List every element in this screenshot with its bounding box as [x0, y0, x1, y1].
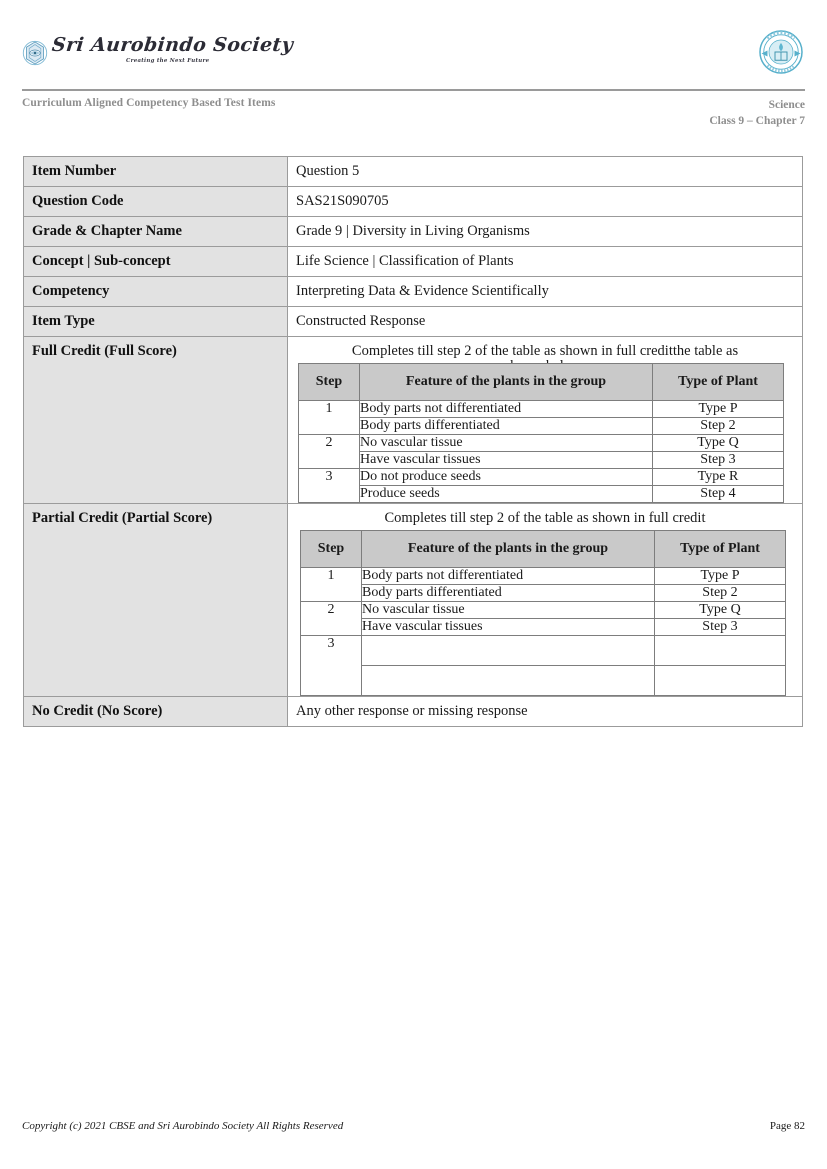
col-header-feature: Feature of the plants in the group	[360, 364, 653, 401]
partial-credit-step-table	[300, 530, 786, 696]
type-text: Step 4	[653, 486, 784, 503]
full-credit-step-table	[298, 363, 784, 503]
type-text-empty	[655, 636, 786, 666]
table-row	[299, 486, 784, 503]
feature-text: No vascular tissue	[362, 602, 655, 619]
feature-text: Have vascular tissues	[360, 452, 653, 469]
row-label-concept: Concept | Sub-concept	[24, 247, 288, 277]
partial-credit-intro-text: Completes till step 2 of the table as shown in full credit	[384, 510, 706, 526]
table-row	[24, 307, 803, 337]
row-label-no-credit: No Credit (No Score)	[24, 697, 288, 727]
table-row	[301, 585, 786, 602]
lotus-emblem-icon	[22, 40, 48, 66]
step-number: 3	[301, 636, 362, 696]
sri-aurobindo-society-logo	[22, 34, 295, 76]
row-label-grade-chapter: Grade & Chapter Name	[24, 217, 288, 247]
feature-text-empty	[362, 636, 655, 666]
type-text: Type P	[653, 401, 784, 418]
col-header-feature: Feature of the plants in the group	[362, 531, 655, 568]
footer-copyright: Copyright (c) 2021 CBSE and Sri Aurobindo Society All Rights Reserved	[22, 1120, 344, 1132]
table-row	[301, 568, 786, 585]
page-header	[22, 28, 805, 90]
type-text: Step 2	[653, 418, 784, 435]
table-row	[301, 602, 786, 619]
step-number: 1	[299, 401, 360, 435]
table-row	[299, 401, 784, 418]
table-row	[24, 247, 803, 277]
row-value-item-type: Constructed Response	[288, 307, 803, 337]
feature-text: Do not produce seeds	[360, 469, 653, 486]
row-value-competency: Interpreting Data & Evidence Scientifically	[288, 277, 803, 307]
table-row	[301, 636, 786, 666]
partial-credit-table-wrap	[288, 530, 802, 696]
col-header-step: Step	[299, 364, 360, 401]
row-label-competency: Competency	[24, 277, 288, 307]
subject-chapter-block	[709, 97, 805, 129]
table-row	[299, 452, 784, 469]
type-text: Step 3	[653, 452, 784, 469]
row-value-partial-credit	[288, 504, 803, 697]
table-row	[299, 435, 784, 452]
col-header-type: Type of Plant	[655, 531, 786, 568]
type-text: Type P	[655, 568, 786, 585]
feature-text: Body parts differentiated	[362, 585, 655, 602]
full-credit-intro-block	[288, 337, 802, 360]
type-text: Type Q	[653, 435, 784, 452]
table-row	[24, 187, 803, 217]
row-value-concept: Life Science | Classification of Plants	[288, 247, 803, 277]
table-row	[24, 157, 803, 187]
full-credit-intro-text: Completes till step 2 of the table as shown in full creditthe table as	[351, 343, 739, 359]
table-row	[301, 619, 786, 636]
row-label-item-type: Item Type	[24, 307, 288, 337]
table-row-no-credit	[24, 697, 803, 727]
step-number: 2	[299, 435, 360, 469]
test-item-table	[23, 156, 803, 727]
full-credit-table-wrap	[288, 363, 802, 503]
table-row-partial-credit	[24, 504, 803, 697]
feature-text-empty	[362, 666, 655, 696]
row-value-grade-chapter: Grade 9 | Diversity in Living Organisms	[288, 217, 803, 247]
subject-label: Science	[768, 99, 805, 111]
type-text: Step 3	[655, 619, 786, 636]
row-value-full-credit	[288, 337, 803, 504]
feature-text: Body parts not differentiated	[362, 568, 655, 585]
footer-page-number: Page 82	[769, 1120, 805, 1132]
type-text: Type Q	[655, 602, 786, 619]
type-text: Type R	[653, 469, 784, 486]
row-label-partial-credit: Partial Credit (Partial Score)	[24, 504, 288, 697]
row-label-item-number: Item Number	[24, 157, 288, 187]
partial-credit-intro-block	[288, 504, 802, 527]
header-divider	[22, 89, 805, 91]
table-row	[24, 277, 803, 307]
type-text: Step 2	[655, 585, 786, 602]
table-row	[299, 469, 784, 486]
type-text-empty	[655, 666, 786, 696]
feature-text: Produce seeds	[360, 486, 653, 503]
table-row	[24, 217, 803, 247]
col-header-type: Type of Plant	[653, 364, 784, 401]
feature-text: No vascular tissue	[360, 435, 653, 452]
document-subtitle: Curriculum Aligned Competency Based Test Items	[22, 97, 276, 109]
table-row-full-credit	[24, 337, 803, 504]
step-number: 1	[301, 568, 362, 602]
class-chapter-label: Class 9 – Chapter 7	[709, 115, 805, 127]
table-row	[299, 418, 784, 435]
table-row	[301, 666, 786, 696]
table-header-row	[301, 531, 786, 568]
row-label-question-code: Question Code	[24, 187, 288, 217]
cbse-seal-icon	[757, 28, 805, 76]
feature-text: Have vascular tissues	[362, 619, 655, 636]
step-number: 3	[299, 469, 360, 503]
table-header-row	[299, 364, 784, 401]
feature-text: Body parts differentiated	[360, 418, 653, 435]
row-value-no-credit: Any other response or missing response	[288, 697, 803, 727]
org-tagline: Creating the Next Future	[126, 58, 210, 64]
col-header-step: Step	[301, 531, 362, 568]
row-label-full-credit: Full Credit (Full Score)	[24, 337, 288, 504]
step-number: 2	[301, 602, 362, 636]
feature-text: Body parts not differentiated	[360, 401, 653, 418]
row-value-item-number: Question 5	[288, 157, 803, 187]
org-name: Sri Aurobindo Society	[50, 34, 295, 56]
row-value-question-code: SAS21S090705	[288, 187, 803, 217]
